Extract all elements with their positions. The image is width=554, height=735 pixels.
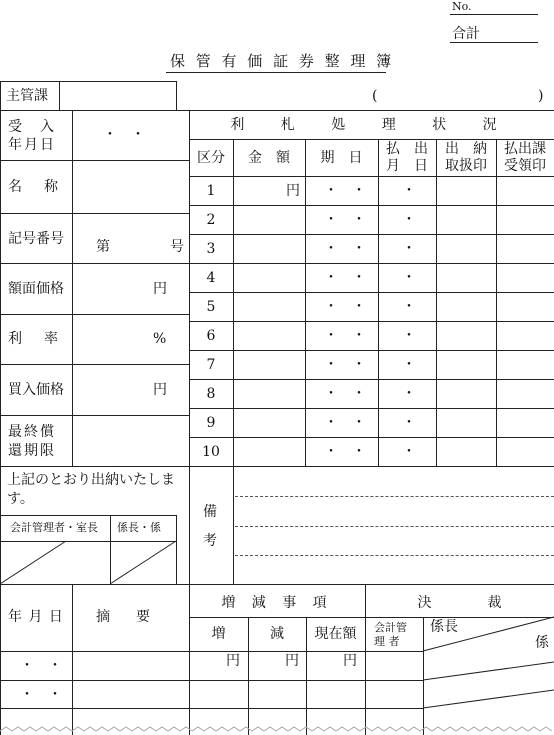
row-number: 7 <box>206 357 216 373</box>
accountant-label: 会計管 <box>374 621 407 634</box>
signer-accountant: 会計管理者・室長 <box>10 521 98 534</box>
received-date-label: 受 入 <box>8 119 56 135</box>
payout-dot: ・ <box>402 386 416 402</box>
received-date-value: ・ ・ <box>103 127 145 143</box>
period-dots: ・ ・ <box>324 386 366 402</box>
symbol-number-prefix: 第 <box>96 239 110 255</box>
paren-open: ( <box>372 88 378 104</box>
chief-label: 係長 <box>430 619 458 635</box>
maturity-label: 最終償 <box>8 424 56 440</box>
period-dots: ・ ・ <box>324 183 366 199</box>
balance-label: 現在額 <box>314 626 357 642</box>
symbol-number-label: 記号番号 <box>8 231 64 247</box>
symbol-number-suffix: 号 <box>170 239 184 255</box>
col-cashier-2: 取扱印 <box>445 158 487 174</box>
face-value-unit: 円 <box>153 281 167 297</box>
remarks-label-2: 考 <box>203 533 217 549</box>
balance-yen: 円 <box>343 653 357 669</box>
period-dots: ・ ・ <box>324 212 366 228</box>
coupon-table-title: 利 札 処 理 状 況 <box>230 117 513 133</box>
change-items-label: 増 減 事 項 <box>221 595 333 611</box>
period-dots: ・ ・ <box>324 241 366 257</box>
signer-chief: 係長・係 <box>117 521 161 534</box>
accountant-label-2: 理 者 <box>374 635 400 648</box>
ledger-summary-label: 摘 要 <box>96 609 156 625</box>
ledger-row-date: ・ ・ <box>20 658 62 674</box>
row-number: 9 <box>206 415 216 431</box>
purchase-label: 買入価格 <box>8 382 64 398</box>
increase-yen: 円 <box>226 653 240 669</box>
payout-dot: ・ <box>402 241 416 257</box>
payout-dot: ・ <box>402 270 416 286</box>
maturity-label-2: 還期限 <box>8 443 56 459</box>
period-dots: ・ ・ <box>324 270 366 286</box>
decision-label: 決 裁 <box>417 595 502 611</box>
face-value-label: 額面価格 <box>8 281 64 297</box>
payout-dot: ・ <box>402 357 416 373</box>
row-number: 3 <box>206 241 216 257</box>
payout-dot: ・ <box>402 299 416 315</box>
payout-dot: ・ <box>402 183 416 199</box>
payout-dot: ・ <box>402 415 416 431</box>
row-number: 10 <box>202 444 220 460</box>
statement-text: 上記のとおり出納いたしま <box>7 472 175 488</box>
period-dots: ・ ・ <box>324 415 366 431</box>
remarks-label: 備 <box>203 504 217 520</box>
col-dept-receipt-2: 受領印 <box>504 158 546 174</box>
name-label: 名 称 <box>8 179 62 195</box>
row-number: 6 <box>206 328 216 344</box>
col-payout: 払 出 <box>386 141 428 157</box>
ledger-row-date: ・ ・ <box>20 687 62 703</box>
row-number: 2 <box>206 212 216 228</box>
col-cashier: 出 納 <box>445 141 487 157</box>
amount-yen: 円 <box>286 183 300 199</box>
decrease-yen: 円 <box>285 653 299 669</box>
number-label: No. <box>452 0 472 13</box>
staff-label: 係 <box>535 635 549 651</box>
row-number: 1 <box>206 183 216 199</box>
row-number: 4 <box>206 270 216 286</box>
interest-unit: % <box>153 331 167 347</box>
period-dots: ・ ・ <box>324 299 366 315</box>
total-label: 合計 <box>452 26 480 42</box>
decrease-label: 減 <box>270 626 284 642</box>
payout-dot: ・ <box>402 328 416 344</box>
department-label: 主管課 <box>6 88 48 104</box>
ledger-date-label: 年 月 日 <box>8 609 64 625</box>
col-division: 区分 <box>197 150 225 166</box>
col-payout-2: 月 日 <box>386 158 428 174</box>
purchase-unit: 円 <box>153 382 167 398</box>
col-dept-receipt: 払出課 <box>504 141 546 157</box>
document-title: 保 管 有 価 証 券 整 理 簿 <box>170 52 395 70</box>
paren-close: ) <box>538 88 544 104</box>
row-number: 5 <box>206 299 216 315</box>
received-date-label-2: 年月日 <box>8 137 56 153</box>
payout-dot: ・ <box>402 444 416 460</box>
period-dots: ・ ・ <box>324 328 366 344</box>
col-amount: 金 額 <box>248 150 290 166</box>
statement-text-2: す。 <box>7 491 34 507</box>
period-dots: ・ ・ <box>324 357 366 373</box>
interest-label: 利 率 <box>8 331 62 347</box>
period-dots: ・ ・ <box>324 444 366 460</box>
col-period: 期 日 <box>320 150 363 166</box>
increase-label: 増 <box>211 626 226 642</box>
payout-dot: ・ <box>402 212 416 228</box>
row-number: 8 <box>206 386 216 402</box>
